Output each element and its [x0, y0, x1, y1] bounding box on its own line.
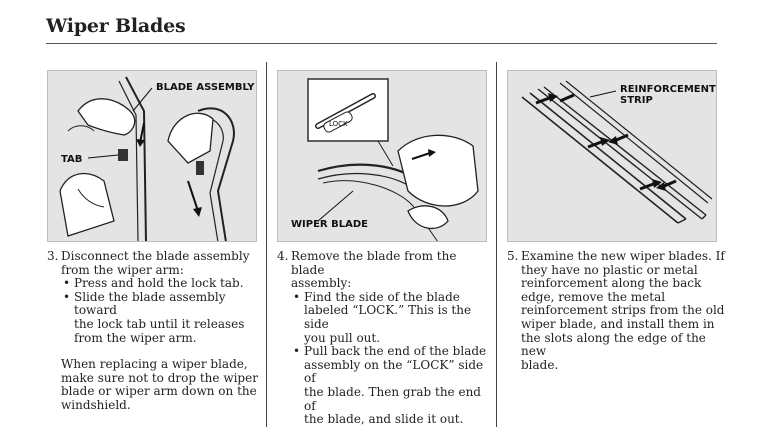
- step-4: [277, 250, 491, 427]
- step-text-line: wiper blade, and install them in: [521, 316, 715, 331]
- column-divider-1: [266, 62, 267, 427]
- bullet-item: • Slide the blade assembly toward the lock tab until it releases from the wiper arm.: [61, 291, 261, 345]
- step-text-line: they have no plastic or metal: [521, 262, 698, 277]
- step-3: [47, 250, 261, 413]
- label-strip: STRIP: [620, 95, 653, 106]
- step-text-line: reinforcement strips from the old: [521, 303, 725, 318]
- step-text-line: assembly:: [291, 276, 352, 291]
- caution-note: When replacing a wiper blade, make sure not to drop the wiper blade or wiper arm down on the windshield.: [61, 357, 258, 412]
- bullet-item: • Pull back the end of the blade assembly on the “LOCK” side of the blade. Then grab the end of the blade, and slide it out.: [291, 345, 491, 427]
- step-number: 4.: [277, 249, 289, 263]
- page-title: Wiper Blades: [46, 15, 186, 37]
- label-blade-assembly: BLADE ASSEMBLY: [156, 82, 255, 93]
- figure-blade-removal: [47, 70, 257, 242]
- step-text-line: Disconnect the blade assembly: [61, 249, 250, 263]
- bullet-item: • Press and hold the lock tab.: [61, 277, 261, 291]
- step-5: [507, 250, 727, 372]
- step-text-line: edge, remove the metal: [521, 289, 666, 304]
- step-text-line: Remove the blade from the blade: [291, 249, 457, 277]
- step-text-line: the slots along the edge of the new: [521, 330, 706, 359]
- lock-marking: LOCK: [329, 120, 348, 128]
- bullet-item: • Find the side of the blade labeled “LOCK.” This is the side you pull out.: [291, 291, 491, 345]
- step-text-line: reinforcement along the back: [521, 276, 702, 291]
- step-text-line: Examine the new wiper blades. If: [521, 249, 725, 263]
- figure-remove-blade: [277, 70, 487, 242]
- step-number: 5.: [507, 249, 519, 263]
- label-reinforcement: REINFORCEMENT: [620, 84, 716, 95]
- illustration-strips: [508, 71, 717, 242]
- title-divider: [46, 43, 717, 44]
- label-wiper-blade: WIPER BLADE: [291, 219, 368, 230]
- illustration-lock-side: [278, 71, 487, 242]
- step-number: 3.: [47, 249, 59, 263]
- column-divider-2: [496, 62, 497, 427]
- figure-reinforcement-strip: [507, 70, 717, 242]
- step-text-line: from the wiper arm:: [61, 262, 184, 277]
- step-text-line: blade.: [521, 357, 559, 372]
- label-tab: TAB: [61, 154, 83, 165]
